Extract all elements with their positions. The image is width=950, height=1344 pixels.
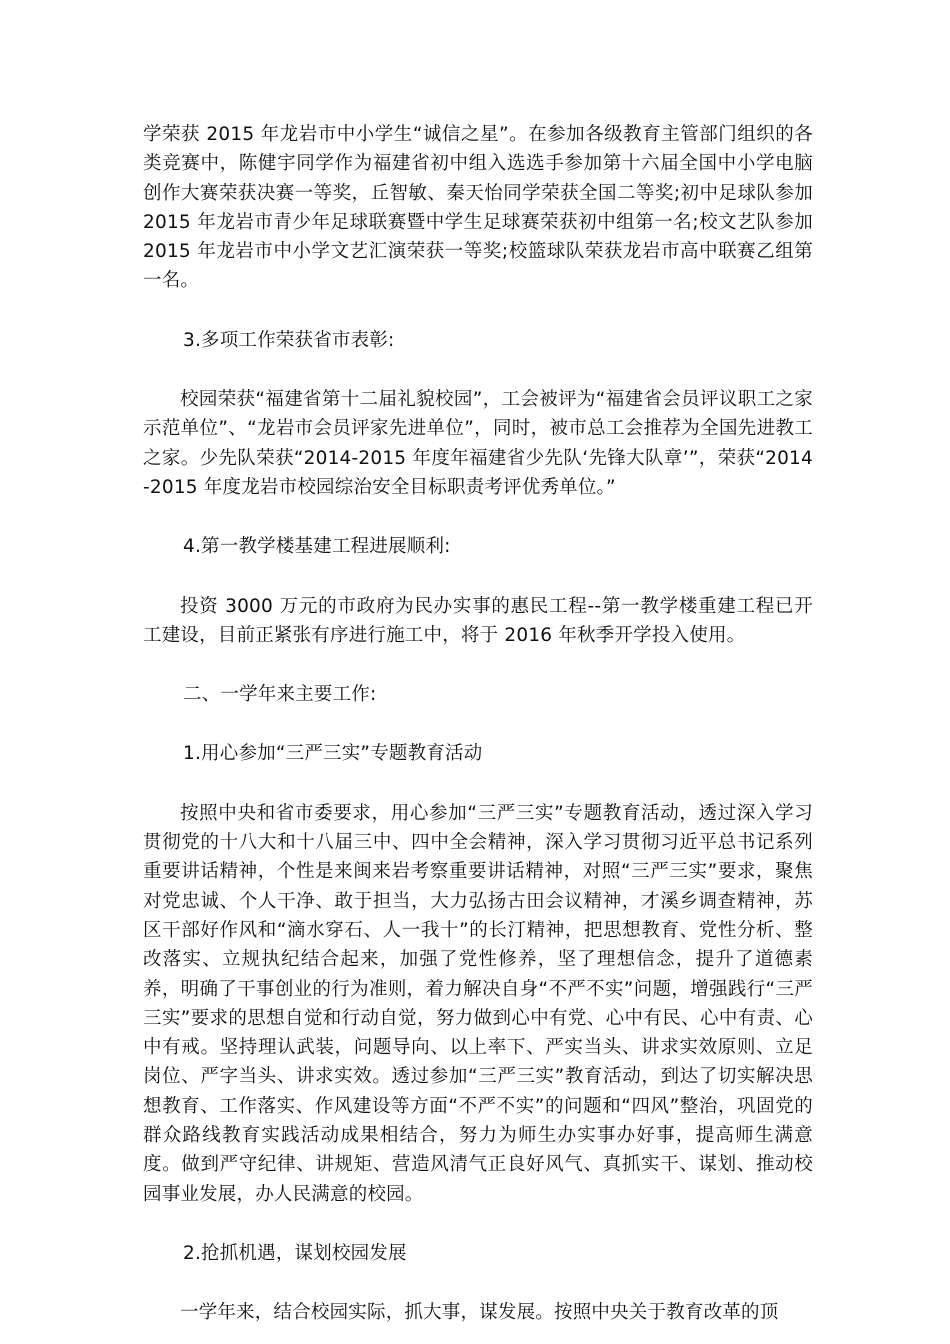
paragraph-spacer xyxy=(143,1209,813,1239)
section-heading-construction: 4.第一教学楼基建工程进展顺利: xyxy=(183,536,451,558)
section-heading-provincial-honors: 3.多项工作荣获省市表彰: xyxy=(183,329,395,351)
document-body xyxy=(143,120,813,1328)
paragraph-spacer xyxy=(143,502,813,532)
paragraph-construction: 投资 3000 万元的市政府为民办实事的惠民工程--第一教学楼重建工程已开工建设，目前正紧张有序进行施工中，将于 2016 年秋季开学投入使用。 xyxy=(143,595,813,646)
paragraph-honors: 校园荣获“福建省第十二届礼貌校园”，工会被评为“福建省会员评议职工之家示范单位”、“龙岩市会员评家先进单位”，同时，被市总工会推荐为全国先进教工之家。少先队荣获“2014-2015 年度年福建省少先队‘先锋大队章’”，荣获“2014-2015 年度龙岩市校园综治安全目标职责考评优秀单位。” xyxy=(143,389,813,498)
section-heading-education-campaign: 1.用心参加“三严三实”专题教育活动 xyxy=(183,743,483,765)
paragraph-spacer xyxy=(143,562,813,592)
paragraph-education-campaign: 按照中央和省市委要求，用心参加“三严三实”专题教育活动，透过深入学习贯彻党的十八大和十八届三中、四中全会精神，深入学习贯彻习近平总书记系列重要讲话精神，个性是来闽来岩考察重要讲话精神，对照“三严三实”要求，聚焦对党忠诚、个人干净、敢于担当，大力弘扬古田会议精神，才溪乡调查精神，苏区干部好作风和“滴水穿石、人一我十”的长汀精神，把思想教育、党性分析、整改落实、立规执纪结合起来，加强了党性修养，坚了理想信念，提升了道德素养，明确了干事创业的行为准则，着力解决自身“不严不实”问题，增强践行“三严三实”要求的思想自觉和行动自觉，努力做到心中有党、心中有民、心中有责、心中有戒。坚持理认武装，问题导向、以上率下、严实当头、讲求实效原则、立足岗位、严字当头、讲求实效。透过参加“三严三实”教育活动，到达了切实解决思想教育、工作落实、作风建设等方面“不严不实”的问题和“四风”整治，巩固党的群众路线教育实践活动成果相结合，努力为师生办实事办好事，提高师生满意度。做到严守纪律、讲规矩、营造风清气正良好风气、真抓实干、谋划、推动校园事业发展，办人民满意的校园。 xyxy=(143,802,813,1205)
paragraph-school-development: 一学年来，结合校园实际，抓大事，谋发展。按照中央关于教育改革的顶 xyxy=(180,1302,779,1324)
paragraph-awards-continued: 学荣获 2015 年龙岩市中小学生“诚信之星”。在参加各级教育主管部门组织的各类竞赛中，陈健宇同学作为福建省初中组入选选手参加第十六届全国中小学电脑创作大赛荣获决赛一等奖，丘智敏、秦天怡同学荣获全国二等奖;初中足球队参加 2015 年龙岩市青少年足球联赛暨中学生足球赛荣获初中组第一名;校文艺队参加 2015 年龙岩市中小学文艺汇演荣获一等奖;校篮球队荣获龙岩市高中联赛乙组第一名。 xyxy=(143,124,813,292)
section-heading-school-development: 2.抢抓机遇，谋划校园发展 xyxy=(183,1242,407,1264)
paragraph-spacer xyxy=(143,650,813,680)
paragraph-spacer xyxy=(143,355,813,385)
section-heading-main-work: 二、一学年来主要工作: xyxy=(183,684,377,706)
paragraph-spacer xyxy=(143,296,813,326)
paragraph-spacer xyxy=(143,709,813,739)
paragraph-spacer xyxy=(143,1268,813,1298)
paragraph-spacer xyxy=(143,769,813,799)
